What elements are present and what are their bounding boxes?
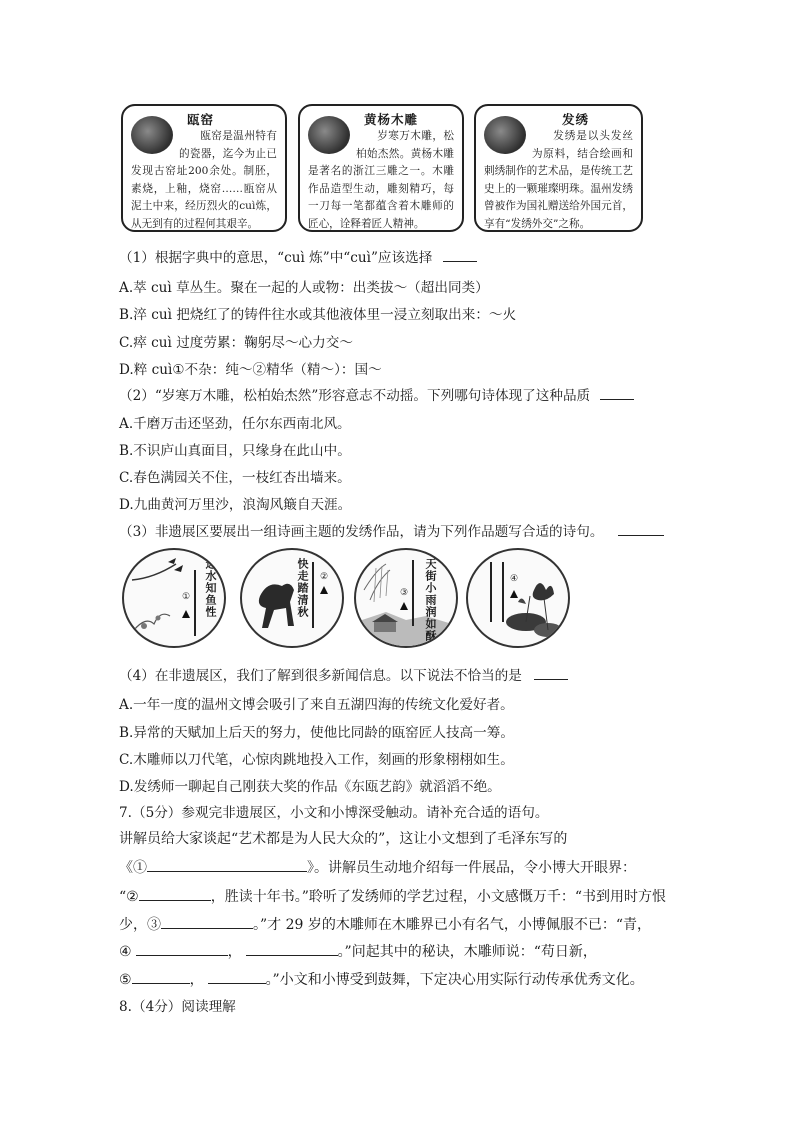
- inscription-line: [412, 560, 414, 626]
- horse-icon: [242, 550, 342, 646]
- q1-answer-blank[interactable]: [443, 247, 477, 262]
- q7-line-5: [119, 941, 597, 961]
- q4-stem: （4）在非遗展区，我们了解到很多新闻信息。以下说法不恰当的是: [119, 668, 522, 684]
- wood-carving-ox-icon: [308, 116, 350, 154]
- q2-option-d: D.九曲黄河万里沙，浪淘风簸自天涯。: [119, 497, 352, 513]
- q7-l2b: 》。讲解员生动地介绍每一件展品，令小博大开眼界：: [307, 860, 636, 876]
- work-3-title: 天街小雨润如酥: [424, 558, 437, 642]
- work-1-number: ①: [182, 592, 191, 602]
- q8-title: 8.（4分）阅读理解: [119, 999, 236, 1015]
- work-4-lotus-icon: [466, 548, 570, 648]
- willow-landscape-icon: [356, 550, 456, 646]
- card-title: 黄杨木雕: [364, 112, 419, 127]
- q2-stem-line: [119, 384, 634, 404]
- work-3-willow-landscape-icon: [354, 548, 458, 648]
- q7-l2a: 《①: [119, 860, 147, 876]
- q4-stem-line: [119, 664, 568, 684]
- q1-option-d: D.粹 cuì①不杂：纯～②精华（精～）：国～: [119, 362, 382, 378]
- inscription-line: [502, 562, 504, 622]
- q4-option-a: A.一年一度的温州文博会吸引了来自五湖四海的传统文化爱好者。: [119, 697, 514, 713]
- q3-stem: （3）非遗展区要展出一组诗画主题的发绣作品，请为下列作品题写合适的诗句。: [119, 524, 604, 540]
- q7-l3b: ，胜读十年书。”聆听了发绣师的学艺过程，小文感慨万千：“书到用时方恨: [210, 889, 667, 905]
- work-1-title: 近水知鱼性: [204, 558, 217, 618]
- ceramic-jar-icon: [131, 116, 173, 154]
- q4-option-d: D.发绣师一聊起自己刚获大奖的作品《东瓯艺韵》就滔滔不绝。: [119, 779, 501, 795]
- card-text: 发绣是以头发丝为原料，结合绘画和刺绣制作的艺术品，是传统工艺史上的一颗璀璨明珠。温州发绣曾被作为国礼赠送给外国元首，享有“发绣外交”之称。: [484, 130, 633, 230]
- blank-marker: [510, 590, 518, 598]
- q2-option-a: A.千磨万击还坚劲，任尔东西南北风。: [119, 416, 351, 432]
- card-title: 瓯窑: [187, 112, 215, 127]
- q1-option-a: A.萃 cuì 草丛生。聚在一起的人或物：出类拔～（超出同类）: [119, 280, 489, 296]
- work-4-number: ④: [510, 574, 519, 584]
- q1-stem: （1）根据字典中的意思，“cuì 炼”中“cuì”应该选择: [119, 250, 433, 266]
- q7-line-6: [119, 969, 644, 989]
- blank-2[interactable]: [139, 886, 211, 901]
- inscription-line: [312, 562, 314, 628]
- hair-embroidery-card: [474, 104, 643, 232]
- q7-l4b: 。”才 29 岁的木雕师在木雕界已小有名气，小博佩服不已：“青，: [253, 917, 652, 933]
- q7-line-2: [119, 857, 636, 877]
- q2-option-c: C.春色满园关不住，一枝红杏出墙来。: [119, 470, 351, 486]
- card-text: 瓯窑是温州特有的瓷器，迄今为止已发现古窑址200余处。制胚，素烧，上釉，烧窑……瓯窑从泥土中来，经历烈火的cuì炼，从无到有的过程何其艰辛。: [131, 130, 277, 230]
- q2-option-b: B.不识庐山真面目，只缘身在此山中。: [119, 443, 351, 459]
- lotus-icon: [468, 550, 568, 646]
- q7-l6a: ⑤: [119, 972, 132, 988]
- work-2-number: ②: [320, 572, 329, 582]
- q7-l5a: ④: [119, 944, 132, 960]
- inscription-line: [194, 570, 196, 636]
- blank-marker: [182, 610, 190, 618]
- q7-l6c: 。”小文和小博受到鼓舞，下定决心用实际行动传承优秀文化。: [265, 972, 644, 988]
- q7-line-1: 讲解员给大家谈起“艺术都是为人民大众的”，这让小文想到了毛泽东写的: [119, 831, 568, 847]
- embroidery-icon: [484, 116, 526, 154]
- q7-line-3: [119, 886, 666, 906]
- q7-line-4: [119, 914, 651, 934]
- card-text: 岁寒万木雕，松柏始杰然。黄杨木雕是著名的浙江三雕之一。木雕作品造型生动，雕刻精巧，每一刀每一笔都蕴含着木雕师的匠心，诠释着匠人精神。: [308, 130, 454, 230]
- q7-l3a: “②: [119, 889, 139, 905]
- q7-l6b: ，: [189, 972, 204, 988]
- q7-l5c: 。”问起其中的秘诀，木雕师说：“苟日新，: [337, 944, 597, 960]
- blank-1[interactable]: [147, 857, 307, 872]
- blank-5a[interactable]: [132, 969, 190, 984]
- q7-l5b: ，: [227, 944, 242, 960]
- q3-stem-line: [119, 520, 664, 540]
- q3-answer-blank[interactable]: [618, 521, 664, 536]
- inscription-line: [490, 562, 492, 622]
- heritage-info-cards: [121, 104, 645, 236]
- q2-answer-blank[interactable]: [600, 385, 634, 400]
- q2-stem: （2）“岁寒万木雕，松柏始杰然”形容意志不动摇。下列哪句诗体现了这种品质: [119, 388, 591, 404]
- blank-4b[interactable]: [246, 941, 338, 956]
- work-3-number: ③: [400, 588, 409, 598]
- blank-5b[interactable]: [208, 969, 266, 984]
- blank-4a[interactable]: [136, 941, 228, 956]
- blank-marker: [400, 602, 408, 610]
- q7-l4a: 少，③: [119, 917, 161, 933]
- boxwood-carving-card: [298, 104, 464, 232]
- q4-option-c: C.木雕师以刀代笔，心惊肉跳地投入工作，刻画的形象栩栩如生。: [119, 752, 514, 768]
- q4-answer-blank[interactable]: [534, 665, 568, 680]
- blank-3[interactable]: [161, 914, 253, 929]
- q1-option-c: C.瘁 cuì 过度劳累：鞠躬尽～心力交～: [119, 335, 353, 351]
- work-1-birds-branch-icon: [122, 548, 226, 648]
- q1-option-b: B.淬 cuì 把烧红了的铸件往水或其他液体里一浸立刻取出来：～火: [119, 307, 517, 323]
- q1-stem-line: [119, 246, 477, 266]
- ouyao-card: [121, 104, 287, 232]
- embroidery-works: [122, 548, 582, 652]
- work-2-horse-icon: [240, 548, 344, 648]
- q7-title: 7.（5分）参观完非遗展区，小文和小博深受触动。请补充合适的语句。: [119, 805, 549, 821]
- work-2-title: 快走踏清秋: [296, 558, 309, 618]
- q4-option-b: B.异常的天赋加上后天的努力，使他比同龄的瓯窑匠人技高一筹。: [119, 725, 514, 741]
- blank-marker: [320, 586, 328, 594]
- card-title: 发绣: [562, 112, 590, 127]
